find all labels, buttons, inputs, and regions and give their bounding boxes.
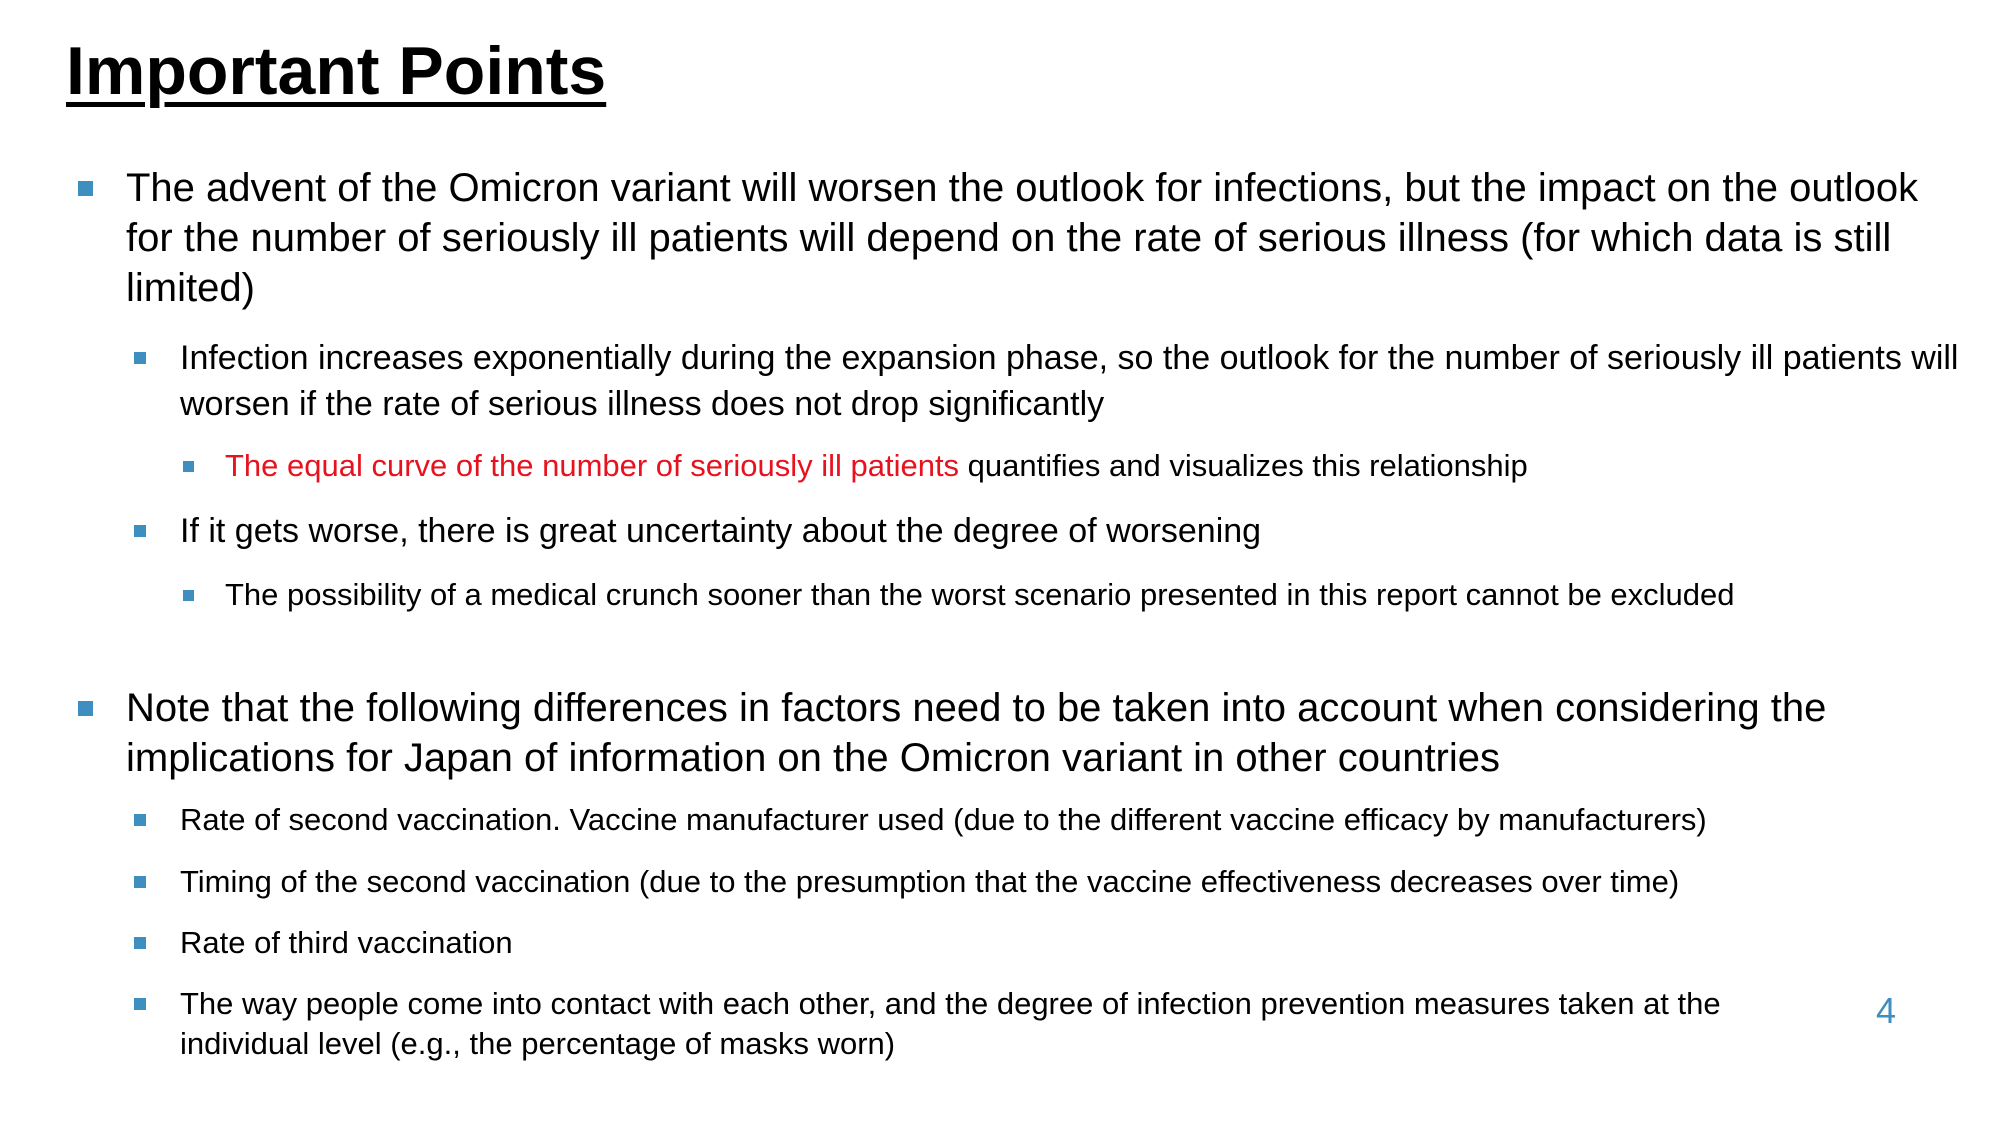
plain-text: quantifies and visualizes this relationship [959,448,1528,483]
bullet-text: Note that the following differences in factors need to be taken into account when considering the implications for Japan of information on the Omicron variant in other countries [126,686,1827,780]
sub-bullet-text: Rate of second vaccination. Vaccine manufacturer used (due to the different vaccine efficacy by manufacturers) [180,802,1707,837]
square-bullet-icon [134,525,146,537]
square-bullet-icon [134,814,146,826]
square-bullet-icon [134,937,146,949]
square-bullet-icon [78,181,93,196]
sub-bullet-text: Infection increases exponentially during the expansion phase, so the outlook for the number of seriously ill patients will worsen if the rate of serious illness does not drop significantly [180,339,1959,423]
square-bullet-icon [134,876,146,888]
sub-bullet-text: If it gets worse, there is great uncertainty about the degree of worsening [180,512,1262,550]
square-bullet-icon [134,998,146,1010]
square-bullet-icon [183,590,194,601]
sub-bullet-text: The way people come into contact with each other, and the degree of infection prevention measures taken at the individual level (e.g., the percentage of masks worn) [180,986,1721,1061]
sub-sub-bullet-text [225,446,1975,486]
sub-bullet-text: Timing of the second vaccination (due to the presumption that the vaccine effectiveness decreases over time) [180,864,1680,899]
square-bullet-icon [134,352,146,364]
square-bullet-icon [78,701,93,716]
sub-bullet-text: Rate of third vaccination [180,925,513,960]
bullet-text: The advent of the Omicron variant will worsen the outlook for infections, but the impact on the outlook for the number of seriously ill patients will depend on the rate of serious illness (for which data is still limited) [126,166,1919,310]
sub-sub-bullet-text: The possibility of a medical crunch sooner than the worst scenario presented in this report cannot be excluded [225,577,1735,612]
square-bullet-icon [183,461,194,472]
highlighted-text: The equal curve of the number of seriously ill patients [225,448,960,483]
slide-title: Important Points [66,33,607,109]
page-number: 4 [1876,990,1897,1031]
